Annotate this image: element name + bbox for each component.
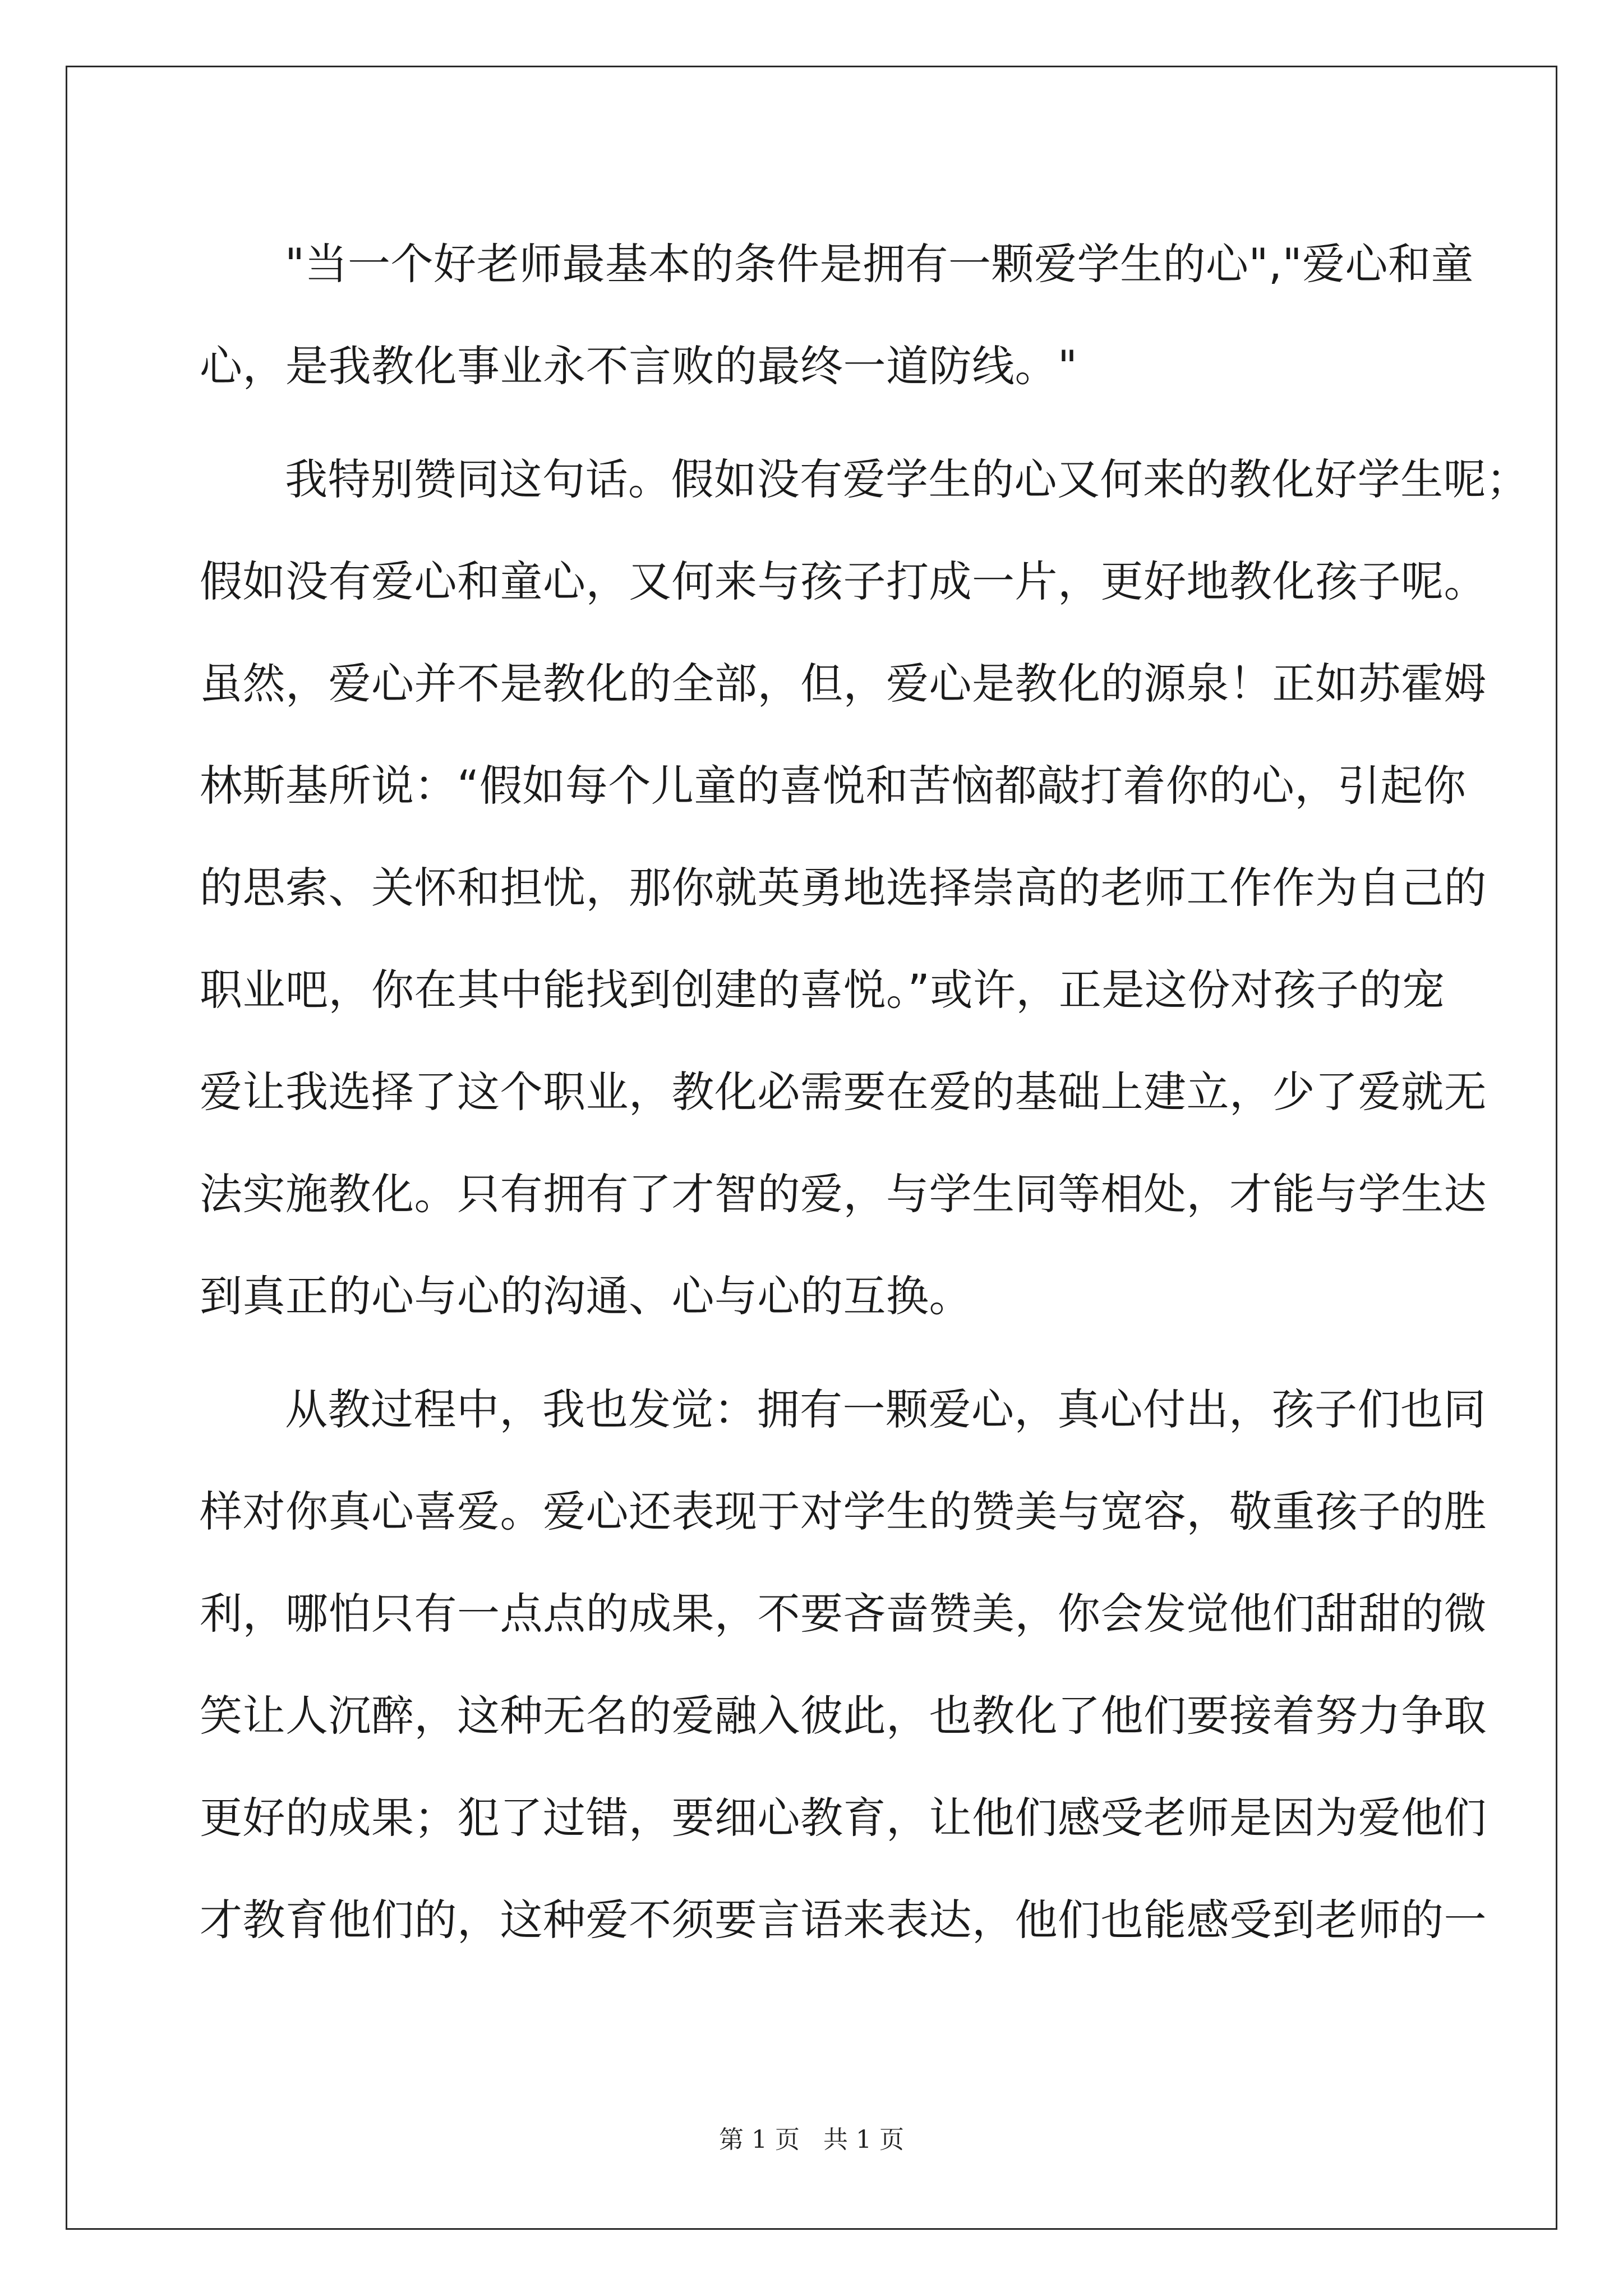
page-number: 第 1 页 [719,2125,800,2154]
page-total: 共 1 页 [823,2125,904,2154]
text-line: 虽然，爱心并不是教化的全部，但，爱心是教化的源泉！正如苏霍姆 [200,659,1487,708]
text-line: "当一个好老师最基本的条件是拥有一颗爱学生的心","爱心和童 [285,239,1474,289]
text-line: 更好的成果；犯了过错，要细心教育，让他们感受老师是因为爱他们 [200,1793,1487,1843]
paragraph [200,429,1529,1347]
text-line: 样对你真心喜爱。爱心还表现于对学生的赞美与宽容，敬重孩子的胜 [200,1487,1487,1536]
text-line: 职业吧，你在其中能找到创建的喜悦。”或许，正是这份对孩子的宠 [200,965,1445,1015]
text-line: 爱让我选择了这个职业，教化必需要在爱的基础上建立，少了爱就无 [200,1067,1487,1117]
text-line: 林斯基所说：“假如每个儿童的喜悦和苦恼都敲打着你的心，引起你 [200,761,1467,811]
paragraph [200,1359,1487,1971]
paragraph [200,213,1474,417]
text-line: 才教育他们的，这种爱不须要言语来表达，他们也能感受到老师的一 [200,1895,1487,1945]
text-line: 利，哪怕只有一点点的成果，不要吝啬赞美，你会发觉他们甜甜的微 [200,1589,1487,1639]
text-line: 从教过程中，我也发觉：拥有一颗爱心，真心付出，孩子们也同 [285,1384,1486,1434]
text-line: 的思索、关怀和担忧，那你就英勇地选择崇高的老师工作作为自己的 [200,863,1487,913]
text-line: 到真正的心与心的沟通、心与心的互换。 [200,1271,972,1321]
page-footer [0,2119,1623,2155]
text-line: 假如没有爱心和童心，又何来与孩子打成一片，更好地教化孩子呢。 [200,556,1487,606]
text-line: 我特别赞同这句话。假如没有爱学生的心又何来的教化好学生呢； [285,454,1529,504]
text-line: 笑让人沉醉，这种无名的爱融入彼此，也教化了他们要接着努力争取 [200,1691,1487,1741]
text-line: 法实施教化。只有拥有了才智的爱，与学生同等相处，才能与学生达 [200,1169,1487,1219]
text-line: 心，是我教化事业永不言败的最终一道防线。" [200,341,1078,391]
document-body [200,213,1529,1971]
